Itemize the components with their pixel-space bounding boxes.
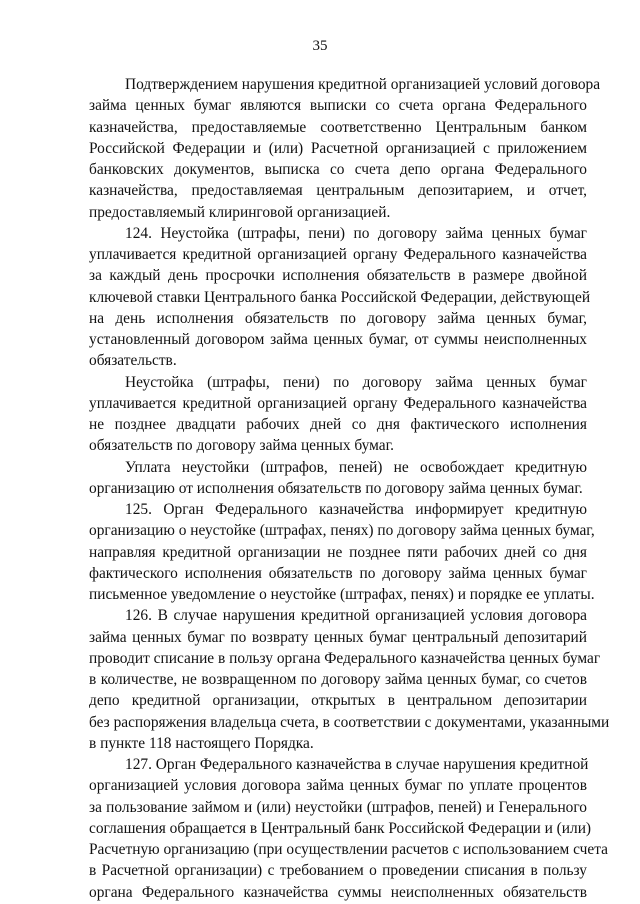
text-line: займа ценных бумаг являются выписки со счета органа Федерального	[89, 97, 587, 115]
text-line: организацией условия договора займа ценных бумаг по уплате процентов	[89, 777, 587, 795]
text-line: обязательств по договору займа ценных бумаг.	[89, 437, 394, 455]
text-line: 125. Орган Федерального казначейства информирует кредитную	[125, 501, 587, 518]
text-line: не позднее двадцати рабочих дней со дня фактического исполнения	[89, 416, 587, 433]
text-line: органа Федерального казначейства суммы неисполненных обязательств	[89, 883, 587, 901]
text-line: организацию от исполнения обязательств по договору займа ценных бумаг.	[89, 479, 583, 497]
text-line: казначейства, предоставляемые соответственно Центральным банком	[89, 118, 587, 136]
text-line: 127. Орган Федерального казначейства в случае нарушения кредитной	[125, 756, 589, 773]
text-line: направляя кредитной организации не позднее пяти рабочих дней со дня	[89, 543, 587, 561]
text-line: без распоряжения владельца счета, в соответствии с документами, указанными	[89, 713, 610, 731]
text-line: уплачивается кредитной организацией органу Федерального казначейства	[89, 394, 587, 412]
text-line: письменное уведомление о неустойке (штрафах, пенях) и порядке ее уплаты.	[89, 586, 595, 603]
text-line: установленный договором займа ценных бумаг, от суммы неисполненных	[89, 331, 587, 348]
text-line: Уплата неустойки (штрафов, пеней) не освобождает кредитную	[125, 458, 587, 476]
text-line: казначейства, предоставляемая центральным депозитарием, и отчет,	[89, 182, 587, 200]
text-line: соглашения обращается в Центральный банк Российской Федерации и (или)	[89, 819, 592, 837]
text-line: организацию о неустойке (штрафах, пенях) по договору займа ценных бумаг,	[89, 522, 595, 540]
text-line: в Расчетной организации) с требованием о проведении списания в пользу	[89, 862, 587, 880]
page-number: 35	[312, 38, 328, 54]
text-line: Неустойка (штрафы, пени) по договору займа ценных бумаг	[125, 373, 587, 391]
text-line: депо кредитной организации, открытых в центральном депозитарии	[89, 692, 587, 710]
text-line: Российской Федерации и (или) Расчетной организацией с приложением	[89, 139, 587, 157]
text-line: 124. Неустойка (штрафы, пени) по договору займа ценных бумаг	[125, 224, 587, 242]
text-line: обязательств.	[89, 352, 177, 370]
document-body	[89, 74, 610, 903]
text-line: на день исполнения обязательств по договору займа ценных бумаг,	[89, 309, 587, 327]
text-line: займа ценных бумаг по возврату ценных бумаг центральный депозитарий	[89, 628, 587, 646]
text-line: проводит списание в пользу органа Федерального казначейства ценных бумаг	[89, 649, 601, 667]
text-line: уплачивается кредитной организацией органу Федерального казначейства	[89, 246, 587, 263]
text-line: банковских документов, выписка со счета депо органа Федерального	[89, 161, 587, 178]
text-line: за каждый день просрочки исполнения обязательств в размере двойной	[89, 267, 587, 285]
text-line: за пользование займом и (или) неустойки (штрафов, пеней) и Генерального	[89, 798, 587, 816]
text-line: в количестве, не возвращенном по договору займа ценных бумаг, со счетов	[89, 671, 587, 688]
text-line: предоставляемый клиринговой организацией.	[89, 203, 391, 221]
text-line: Подтверждением нарушения кредитной организацией условий договора	[125, 76, 601, 93]
text-line: в пункте 118 настоящего Порядка.	[89, 734, 314, 752]
text-line: Расчетную организацию (при осуществлении расчетов с использованием счета	[89, 841, 608, 858]
text-line: 126. В случае нарушения кредитной организацией условия договора	[125, 607, 587, 625]
text-line: ключевой ставки Центрального банка Российской Федерации, действующей	[89, 288, 591, 306]
text-line: фактического исполнения обязательств по договору займа ценных бумаг	[89, 564, 587, 582]
